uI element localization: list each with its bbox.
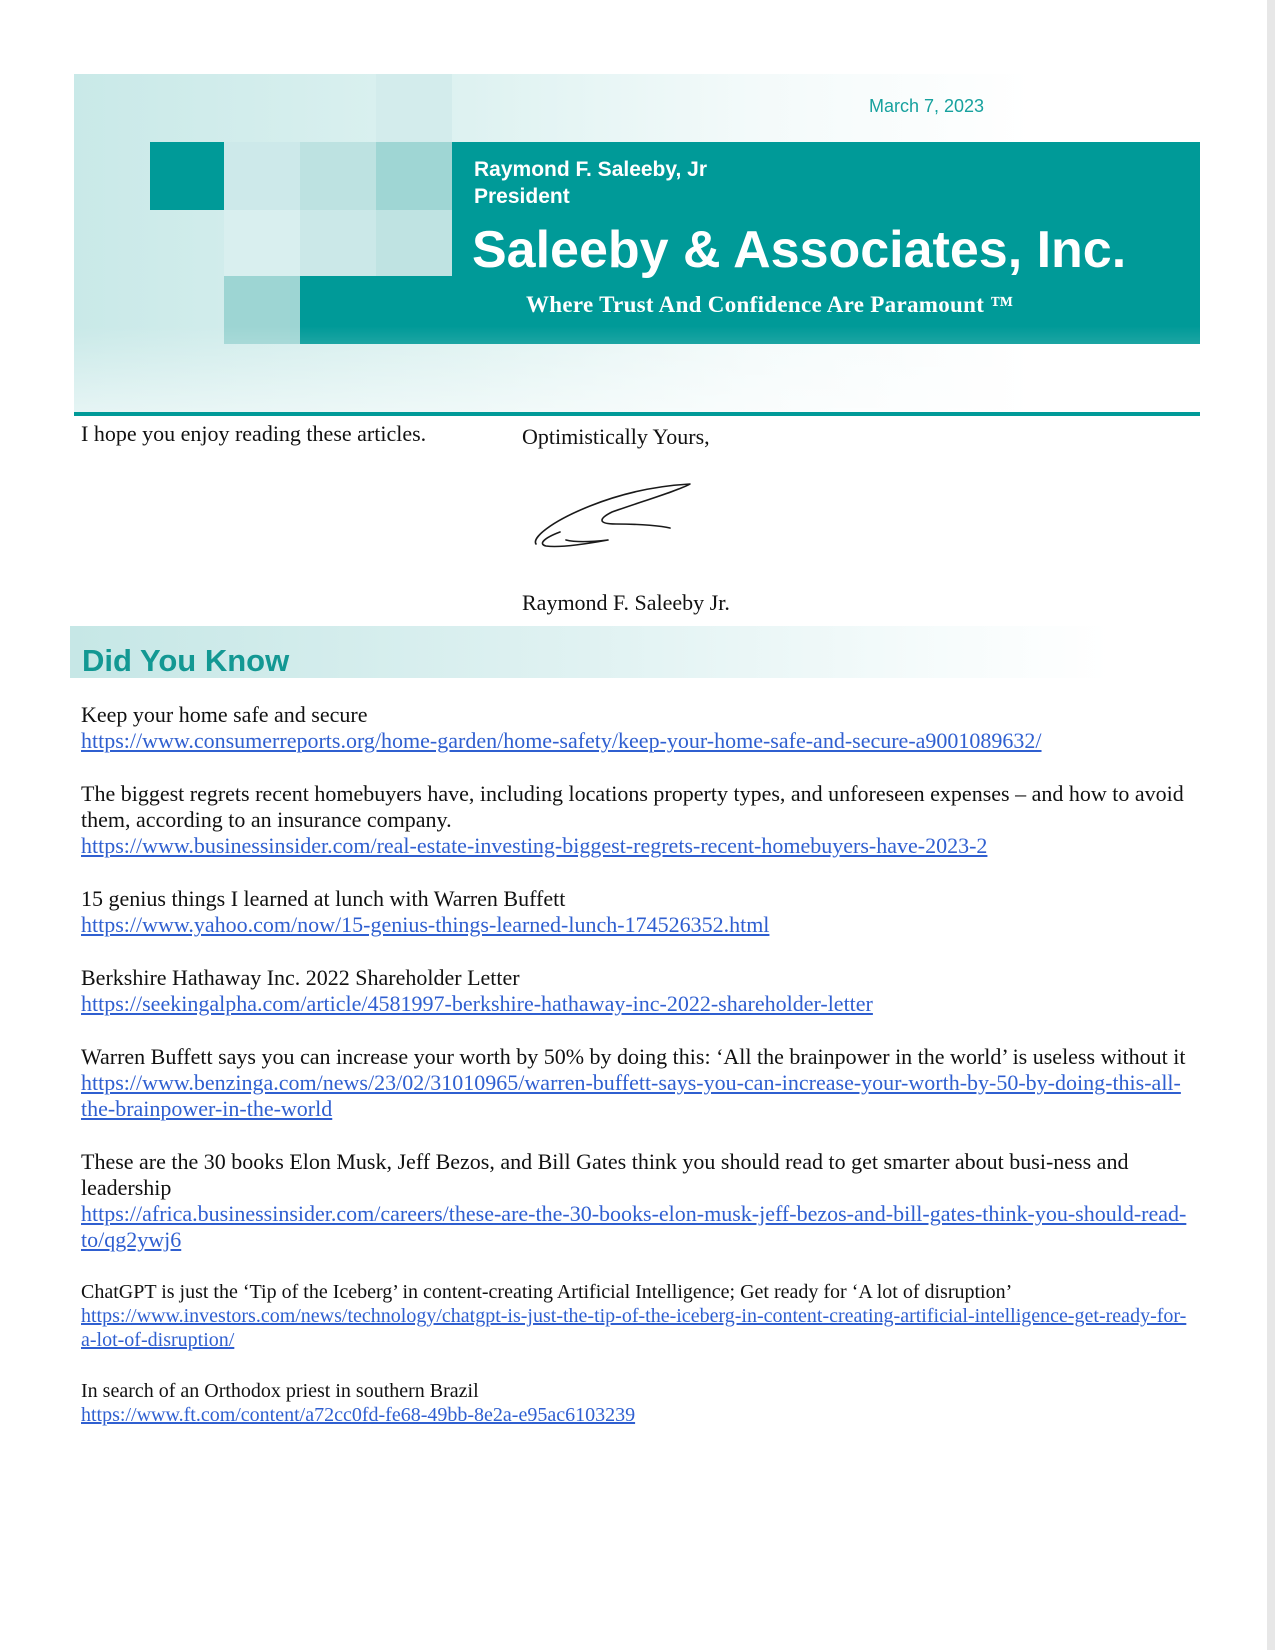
article-link[interactable]: https://www.benzinga.com/news/23/02/31010965/warren-buffett-says-you-can-increase-your-worth-by-50-by-doing-this-all-the-brainpower-in-the-world [81,1070,1181,1121]
article-item [81,702,1201,754]
article-link[interactable]: https://seekingalpha.com/article/4581997-berkshire-hathaway-inc-2022-shareholder-letter [81,991,873,1016]
article-list [81,702,1201,1454]
article-link[interactable]: https://africa.businessinsider.com/careers/these-are-the-30-books-elon-musk-jeff-bezos-and-bill-gates-think-you-should-read-to/qg2ywj6 [81,1201,1187,1252]
article-item [81,781,1201,859]
article-link[interactable]: https://www.businessinsider.com/real-estate-investing-biggest-regrets-recent-homebuyers-have-2023-2 [81,833,988,858]
president-name: Raymond F. Saleeby, Jr [474,158,708,181]
page-edge [1267,0,1275,1650]
signature-image [530,482,700,554]
article-title: Berkshire Hathaway Inc. 2022 Shareholder Letter [81,965,520,990]
article-item [81,1149,1201,1253]
company-tagline: Where Trust And Confidence Are Paramount ™ [526,292,1014,317]
article-title: In search of an Orthodox priest in southern Brazil [81,1380,479,1402]
president-title: President [474,185,570,208]
company-name: Saleeby & Associates, Inc. [472,221,1127,279]
decor-square [376,210,452,276]
article-item [81,1044,1201,1122]
article-link[interactable]: https://www.investors.com/news/technology/chatgpt-is-just-the-tip-of-the-iceberg-in-content-creating-artificial-intelligence-get-ready-for-a-lot-of-disruption/ [81,1305,1187,1351]
intro-text: I hope you enjoy reading these articles. [81,421,427,446]
decor-square [150,142,224,210]
letter-date: March 7, 2023 [869,96,985,116]
decor-square [300,210,376,276]
article-link[interactable]: https://www.ft.com/content/a72cc0fd-fe68-49bb-8e2a-e95ac6103239 [81,1404,636,1426]
decor-square [224,210,300,276]
article-item [81,1280,1201,1352]
decor-square [376,74,452,142]
article-title: 15 genius things I learned at lunch with Warren Buffett [81,886,566,911]
decor-square [224,142,300,210]
article-item [81,886,1201,938]
article-title: Warren Buffett says you can increase your worth by 50% by doing this: ‘All the brainpower in the world’ is useless without it [81,1044,1186,1069]
section-title: Did You Know [82,643,290,678]
decor-square [376,142,452,210]
decor-square [300,142,376,210]
article-link[interactable]: https://www.yahoo.com/now/15-genius-things-learned-lunch-174526352.html [81,912,770,937]
article-item [81,1379,1201,1427]
header-divider [74,412,1200,416]
article-link[interactable]: https://www.consumerreports.org/home-garden/home-safety/keep-your-home-safe-and-secure-a9001089632/ [81,728,1042,753]
article-title: These are the 30 books Elon Musk, Jeff Bezos, and Bill Gates think you should read to get smarter about busi-ness and leadership [81,1149,1129,1200]
article-title: Keep your home safe and secure [81,702,368,727]
article-title: The biggest regrets recent homebuyers have, including locations property types, and unforeseen expenses – and how to avoid them, according to an insurance company. [81,781,1184,832]
article-title: ChatGPT is just the ‘Tip of the Iceberg’ in content-creating Artificial Intelligence; Get ready for ‘A lot of disruption’ [81,1281,1013,1303]
article-item [81,965,1201,1017]
header-fade [74,326,1200,416]
letterhead [74,74,1200,416]
signer-name: Raymond F. Saleeby Jr. [522,590,730,615]
closing-text: Optimistically Yours, [522,424,710,449]
